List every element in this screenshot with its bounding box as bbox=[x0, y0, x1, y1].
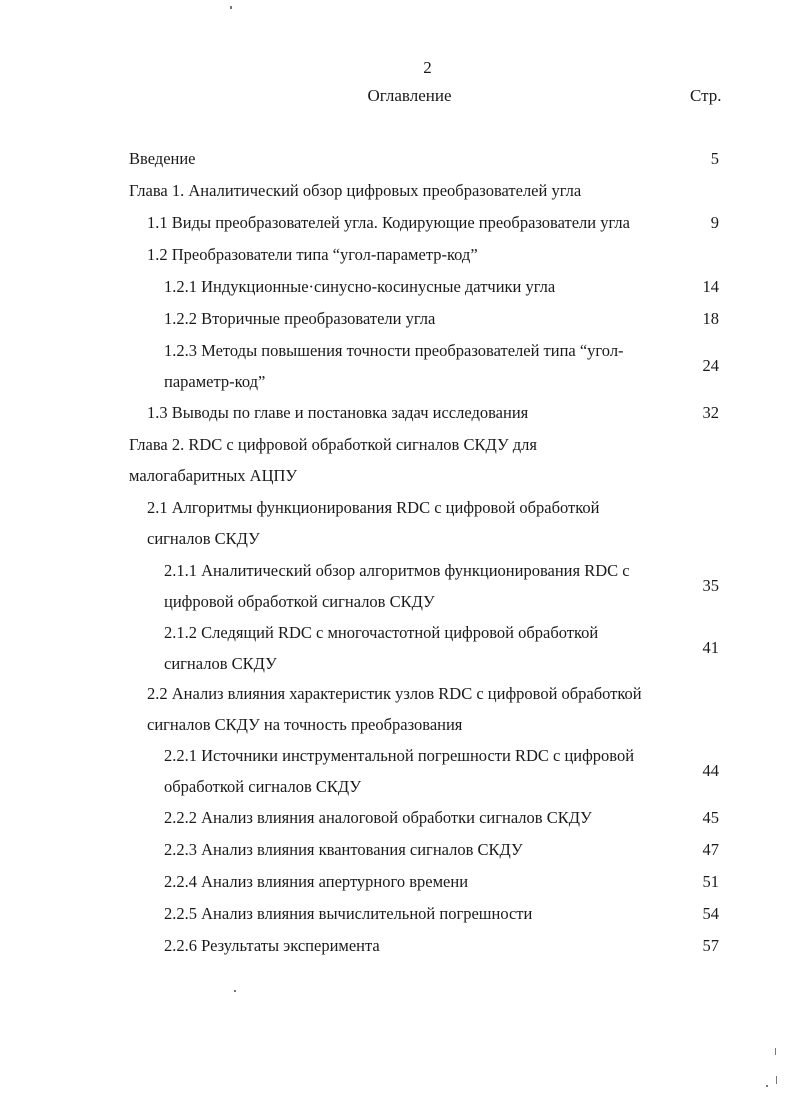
toc-entry bbox=[164, 555, 630, 617]
toc-entry bbox=[147, 239, 478, 270]
toc-entry-text-continued: сигналов СКДУ на точность преобразования bbox=[147, 715, 463, 734]
scan-speck bbox=[775, 1048, 776, 1055]
scan-speck bbox=[234, 990, 236, 992]
toc-entry-page: 14 bbox=[702, 277, 719, 296]
toc-entry bbox=[147, 492, 600, 554]
toc-entry-text: 2.2 Анализ влияния характеристик узлов RDC с цифровой обработкой bbox=[147, 684, 642, 703]
toc-entry-text: 1.1 Виды преобразователей угла. Кодирующие преобразователи угла bbox=[147, 213, 630, 232]
toc-entry bbox=[147, 397, 528, 428]
toc-entry-text: 1.2 Преобразователи типа “угол-параметр-код” bbox=[147, 245, 478, 264]
toc-entry-text: 2.2.4 Анализ влияния апертурного времени bbox=[164, 872, 469, 891]
toc-entry bbox=[164, 866, 468, 897]
toc-entry-page: 54 bbox=[702, 904, 719, 923]
toc-entry-text: 2.2.3 Анализ влияния квантования сигналов СКДУ bbox=[164, 840, 523, 859]
toc-entry bbox=[129, 429, 537, 491]
page-number: 2 bbox=[423, 58, 432, 77]
toc-entry-text-continued: обработкой сигналов СКДУ bbox=[164, 777, 362, 796]
toc-entry bbox=[147, 207, 630, 238]
toc-entry-text: 2.2.2 Анализ влияния аналоговой обработки сигналов СКДУ bbox=[164, 808, 592, 827]
toc-entry-text: 2.2.5 Анализ влияния вычислительной погрешности bbox=[164, 904, 533, 923]
toc-entry-page: 57 bbox=[702, 936, 719, 955]
toc-entry-page: 41 bbox=[702, 638, 719, 657]
toc-title: Оглавление bbox=[367, 86, 452, 105]
toc-entry-page: 51 bbox=[702, 872, 719, 891]
toc-entry-page: 24 bbox=[702, 356, 719, 375]
toc-entry bbox=[129, 175, 581, 206]
scan-speck bbox=[776, 1076, 777, 1084]
toc-entry-text: 2.1.1 Аналитический обзор алгоритмов функционирования RDC с bbox=[164, 561, 630, 580]
toc-entry-text: 1.3 Выводы по главе и постановка задач исследования bbox=[147, 403, 529, 422]
scan-speck bbox=[230, 6, 232, 9]
toc-entry-text: Введение bbox=[129, 149, 196, 168]
toc-entry-page: 35 bbox=[702, 576, 719, 595]
toc-entry-text-continued: параметр-код” bbox=[164, 372, 266, 391]
toc-entry-text: 2.2.6 Результаты эксперимента bbox=[164, 936, 380, 955]
toc-entry-text: 2.2.1 Источники инструментальной погрешности RDC с цифровой bbox=[164, 746, 635, 765]
toc-entry-text: 2.1.2 Следящий RDC с многочастотной цифровой обработкой bbox=[164, 623, 599, 642]
toc-entry bbox=[164, 930, 380, 961]
toc-entry-text: 2.1 Алгоритмы функционирования RDC с цифровой обработкой bbox=[147, 498, 600, 517]
toc-entry-text: Глава 1. Аналитический обзор цифровых преобразователей угла bbox=[129, 181, 582, 200]
toc-entry-text-continued: сигналов СКДУ bbox=[164, 654, 277, 673]
page-column-header: Стр. bbox=[690, 86, 722, 105]
toc-entry-page: 18 bbox=[702, 309, 719, 328]
toc-entry bbox=[164, 335, 624, 397]
toc-entry-text-continued: сигналов СКДУ bbox=[147, 529, 260, 548]
toc-entry bbox=[129, 143, 196, 174]
toc-entry-text-continued: цифровой обработкой сигналов СКДУ bbox=[164, 592, 435, 611]
toc-entry bbox=[164, 271, 555, 302]
scan-speck bbox=[766, 1085, 768, 1087]
toc-entry bbox=[164, 802, 592, 833]
toc-entry-page: 47 bbox=[702, 840, 719, 859]
toc-entry-text: 1.2.3 Методы повышения точности преобразователей типа “угол- bbox=[164, 341, 624, 360]
toc-entry bbox=[164, 898, 532, 929]
toc-entry-page: 32 bbox=[702, 403, 719, 422]
toc-entry bbox=[164, 740, 634, 802]
toc-entry-page: 44 bbox=[702, 761, 719, 780]
toc-entry bbox=[164, 834, 523, 865]
toc-entry-text: 1.2.1 Индукционные·синусно-косинусные датчики угла bbox=[164, 277, 556, 296]
toc-entry-page: 5 bbox=[710, 149, 719, 168]
toc-entry bbox=[164, 617, 598, 679]
toc-entry-page: 9 bbox=[710, 213, 719, 232]
toc-entry-text: 1.2.2 Вторичные преобразователи угла bbox=[164, 309, 436, 328]
toc-entry-page: 45 bbox=[702, 808, 719, 827]
toc-entry bbox=[164, 303, 435, 334]
toc-entry bbox=[147, 678, 642, 740]
toc-entry-text-continued: малогабаритных АЦПУ bbox=[129, 466, 298, 485]
toc-entry-text: Глава 2. RDC с цифровой обработкой сигналов СКДУ для bbox=[129, 435, 537, 454]
